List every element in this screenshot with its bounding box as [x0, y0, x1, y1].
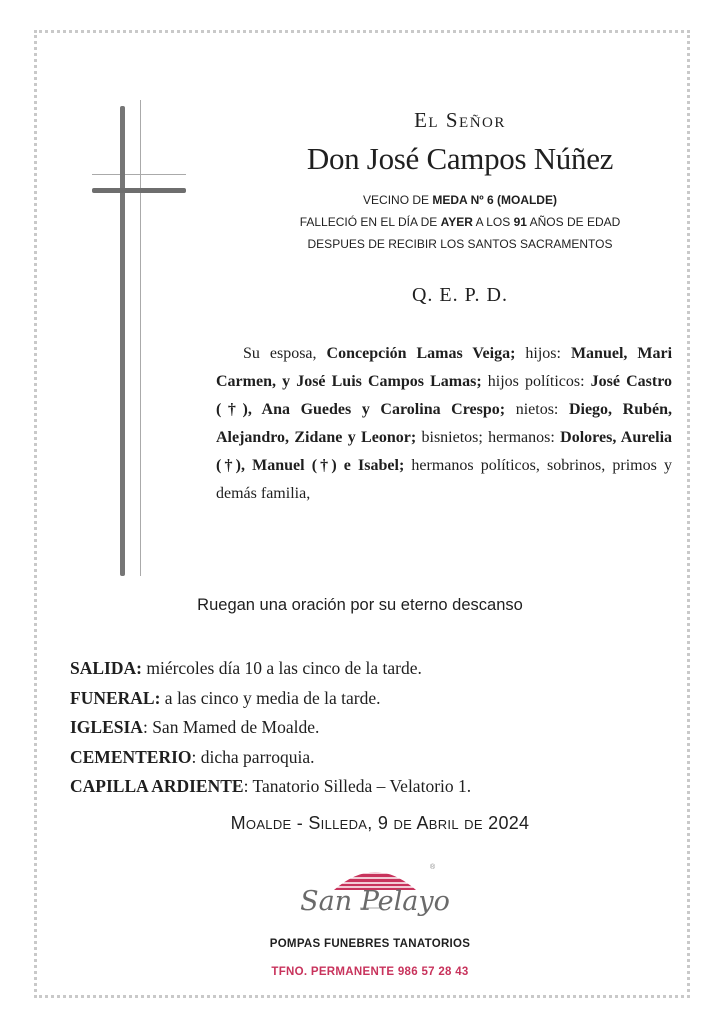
prayer-line: Ruegan una oración por su eterno descanso: [197, 596, 523, 614]
place-date: Moalde - Silleda, 9 de Abril de 2024: [230, 813, 530, 833]
schedule-iglesia: IGLESIA: San Mamed de Moalde.: [70, 717, 320, 737]
registered-mark: ®: [430, 864, 436, 871]
neighbor-line: VECINO DE MEDA Nº 6 (MOALDE): [363, 193, 557, 207]
san-pelayo-logo: [300, 856, 450, 936]
logo-text: San Pelayo: [300, 886, 450, 917]
deceased-name: Don José Campos Núñez: [306, 141, 614, 176]
company-name: POMPAS FUNEBRES TANATORIOS: [269, 938, 471, 950]
deceased-info: [240, 189, 680, 255]
sacraments-line: DESPUES DE RECIBIR LOS SANTOS SACRAMENTOS: [307, 237, 613, 251]
schedule-list: [70, 654, 670, 802]
schedule-salida: SALIDA: miércoles día 10 a las cinco de la tarde.: [70, 658, 422, 678]
schedule-funeral: FUNERAL: a las cinco y media de la tarde.: [70, 687, 381, 708]
schedule-cementerio: CEMENTERIO: dicha parroquia.: [70, 746, 315, 767]
title-small: El Señor: [414, 108, 506, 132]
cross-icon: [92, 100, 192, 580]
family-paragraph: Su esposa, Concepción Lamas Veiga; hijos: Manuel, Mari Carmen, y José Luis Campos Lamas; hijos políticos: José Castro (†), Ana Guedes y Carolina Crespo; nietos: Diego, Rubén, Alejandro, Zidane y Leonor; bisnietos; hermanos: Dolores, Aurelia (†), Manuel (†) e Isabel; hermanos políticos, sobrinos, primos y demás familia,: [216, 345, 673, 502]
phone-line: TFNO. PERMANENTE 986 57 28 43: [271, 966, 469, 978]
death-line: FALLECIÓ EN EL DÍA DE AYER A LOS 91 AÑOS DE EDAD: [299, 215, 621, 229]
qepd: Q. E. P. D.: [411, 284, 508, 306]
schedule-capilla: CAPILLA ARDIENTE: Tanatorio Silleda – Velatorio 1.: [70, 776, 472, 796]
